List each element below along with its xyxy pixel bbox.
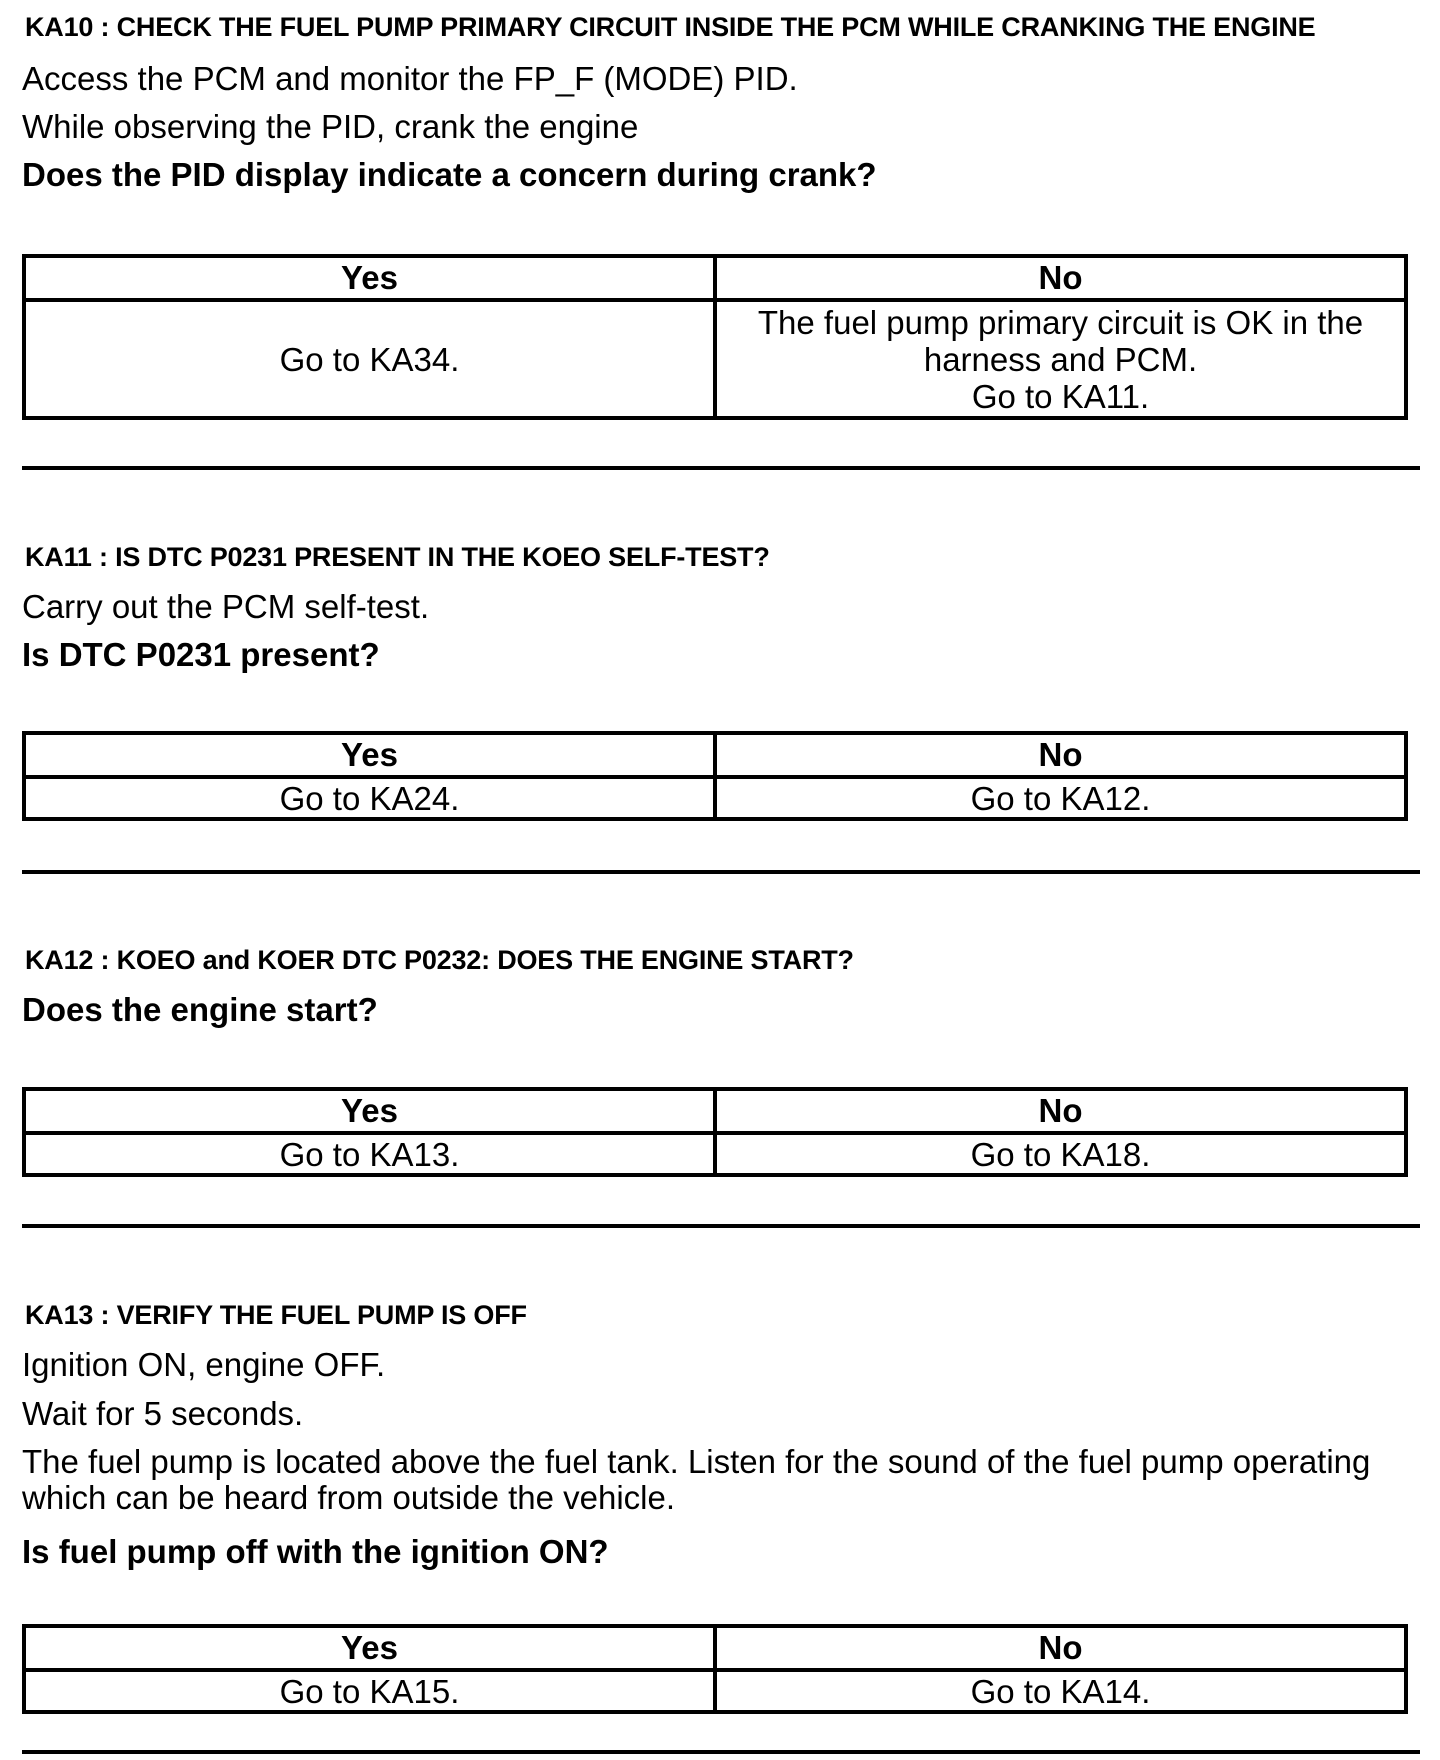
no-cell	[715, 777, 1406, 819]
yes-cell-text: Go to KA34.	[279, 340, 460, 378]
no-cell-text: Go to KA14.	[970, 1672, 1151, 1710]
no-header: No	[715, 733, 1406, 777]
yes-header: Yes	[24, 1626, 715, 1670]
section-divider	[22, 466, 1420, 470]
answer-table	[22, 1624, 1408, 1714]
no-header: No	[715, 1626, 1406, 1670]
yes-cell	[24, 1133, 715, 1175]
yes-header: Yes	[24, 733, 715, 777]
yes-cell-text: Go to KA15.	[279, 1672, 460, 1710]
no-cell-text: Go to KA12.	[970, 779, 1151, 817]
no-cell-text: harness and PCM.	[923, 340, 1198, 378]
step-instruction: Ignition ON, engine OFF.	[22, 1346, 386, 1383]
yes-cell	[24, 300, 715, 418]
step-question: Does the engine start?	[22, 991, 378, 1028]
step-instruction: Carry out the PCM self-test.	[22, 588, 430, 625]
yes-cell-text: Go to KA24.	[279, 779, 460, 817]
yes-cell	[24, 777, 715, 819]
step-heading: KA10 : CHECK THE FUEL PUMP PRIMARY CIRCUIT INSIDE THE PCM WHILE CRANKING THE ENGINE	[25, 12, 1316, 42]
step-instruction: Access the PCM and monitor the FP_F (MODE) PID.	[22, 60, 798, 97]
step-instruction: While observing the PID, crank the engine	[22, 108, 639, 145]
section-divider	[22, 1224, 1420, 1228]
answer-table	[22, 254, 1408, 420]
no-cell-text: Go to KA11.	[971, 377, 1150, 415]
no-cell	[715, 300, 1406, 418]
yes-cell-text: Go to KA13.	[279, 1135, 460, 1173]
step-instruction: The fuel pump is located above the fuel tank. Listen for the sound of the fuel pump operating which can be heard from outside the vehicle.	[22, 1443, 1371, 1516]
answer-table	[22, 1087, 1408, 1177]
step-question: Is fuel pump off with the ignition ON?	[22, 1533, 609, 1570]
yes-header: Yes	[24, 1089, 715, 1133]
answer-table	[22, 731, 1408, 821]
no-cell-text: Go to KA18.	[970, 1135, 1151, 1173]
yes-cell	[24, 1670, 715, 1712]
no-header: No	[715, 1089, 1406, 1133]
step-heading: KA13 : VERIFY THE FUEL PUMP IS OFF	[25, 1300, 527, 1330]
step-heading: KA11 : IS DTC P0231 PRESENT IN THE KOEO SELF-TEST?	[25, 542, 770, 572]
step-instruction: Wait for 5 seconds.	[22, 1395, 304, 1432]
no-header: No	[715, 256, 1406, 300]
section-divider	[22, 870, 1420, 874]
step-question: Is DTC P0231 present?	[22, 636, 380, 673]
no-cell	[715, 1133, 1406, 1175]
step-heading: KA12 : KOEO and KOER DTC P0232: DOES THE ENGINE START?	[25, 945, 854, 975]
section-divider	[22, 1750, 1420, 1754]
no-cell-text: The fuel pump primary circuit is OK in the	[757, 303, 1364, 341]
yes-header: Yes	[24, 256, 715, 300]
step-question: Does the PID display indicate a concern during crank?	[22, 156, 877, 193]
no-cell	[715, 1670, 1406, 1712]
